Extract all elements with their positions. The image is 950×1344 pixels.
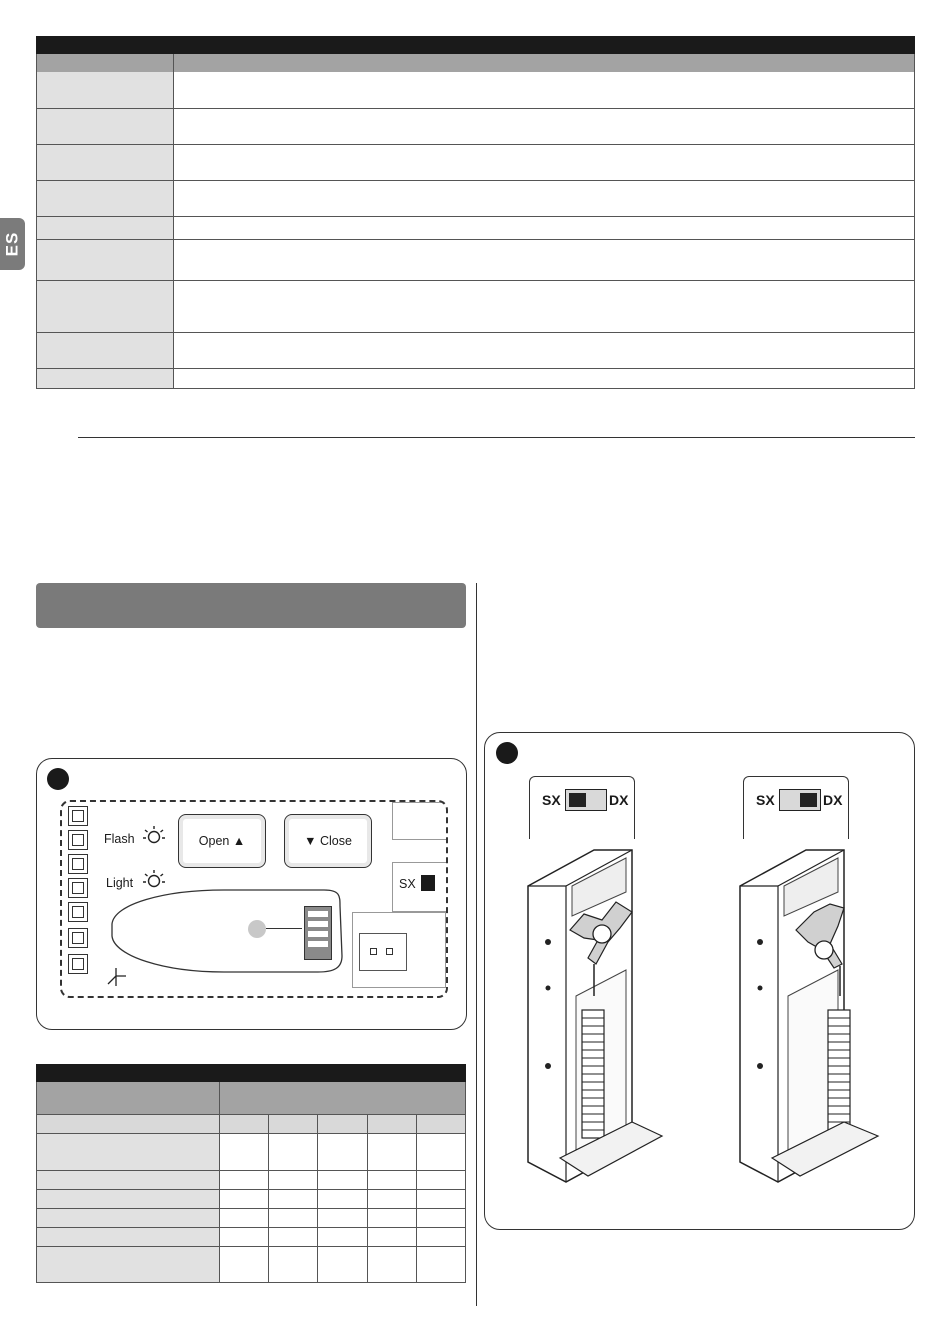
settings-table-header [36,1064,466,1082]
terminal [68,928,88,948]
left-dip-switch[interactable] [565,789,607,811]
language-tab-label: ES [2,231,22,257]
right-sx-label: SX [756,792,775,808]
callout-marker [248,920,266,938]
language-tab[interactable] [0,218,25,270]
table-row [36,240,915,281]
barrier-cabinet-right-spring [734,846,882,1192]
ground-symbol-icon [104,966,130,990]
terminal [68,830,88,850]
table-row [36,217,915,240]
table-row [36,181,915,217]
terminal-strip [66,802,92,982]
table-row [36,1082,466,1115]
left-sx-label: SX [542,792,561,808]
table-row [36,1115,466,1134]
open-button-label: Open ▲ [198,834,246,848]
close-button-label: ▼ Close [304,834,352,848]
figure-1-number [47,768,69,790]
flash-lamp-icon [142,824,166,848]
component-outline [392,802,448,840]
table-row [36,1228,466,1247]
connector-housing [352,912,446,988]
sx-switch[interactable] [421,875,435,891]
horizontal-rule [78,437,915,438]
table-row [36,145,915,181]
table-row [36,1134,466,1171]
table-row [36,1171,466,1190]
table-row [36,1247,466,1283]
dip-switch-block[interactable] [304,906,332,960]
terminal [68,854,88,874]
table-row [36,72,915,109]
light-label: Light [106,876,134,890]
left-dx-label: DX [609,792,629,808]
section-heading-bar [36,583,466,628]
right-dip-switch[interactable] [779,789,821,811]
terminal [68,902,88,922]
sx-switch-area [392,862,448,912]
table-row [36,109,915,145]
top-table [36,36,915,389]
table-row [36,333,915,369]
left-switch-panel [529,776,635,839]
column-divider [476,583,477,1306]
right-switch-lever [800,793,817,807]
open-button[interactable] [178,814,266,868]
right-dx-label: DX [823,792,843,808]
settings-table [36,1064,466,1283]
terminal [68,954,88,974]
callout-leader [266,928,302,929]
figure-2-number [496,742,518,764]
left-switch-lever [569,793,586,807]
flash-label: Flash [104,832,135,846]
terminal [68,878,88,898]
table-row [36,281,915,333]
close-button[interactable] [284,814,372,868]
sx-label: SX [399,877,416,891]
control-panel-detail [60,800,448,998]
connector [359,933,407,971]
barrier-cabinet-left-spring [522,846,666,1192]
terminal [68,806,88,826]
table-row [36,1209,466,1228]
table-row [36,1190,466,1209]
top-table-subheader [36,54,915,72]
top-table-header [36,36,915,54]
table-row [36,369,915,389]
right-switch-panel [743,776,849,839]
